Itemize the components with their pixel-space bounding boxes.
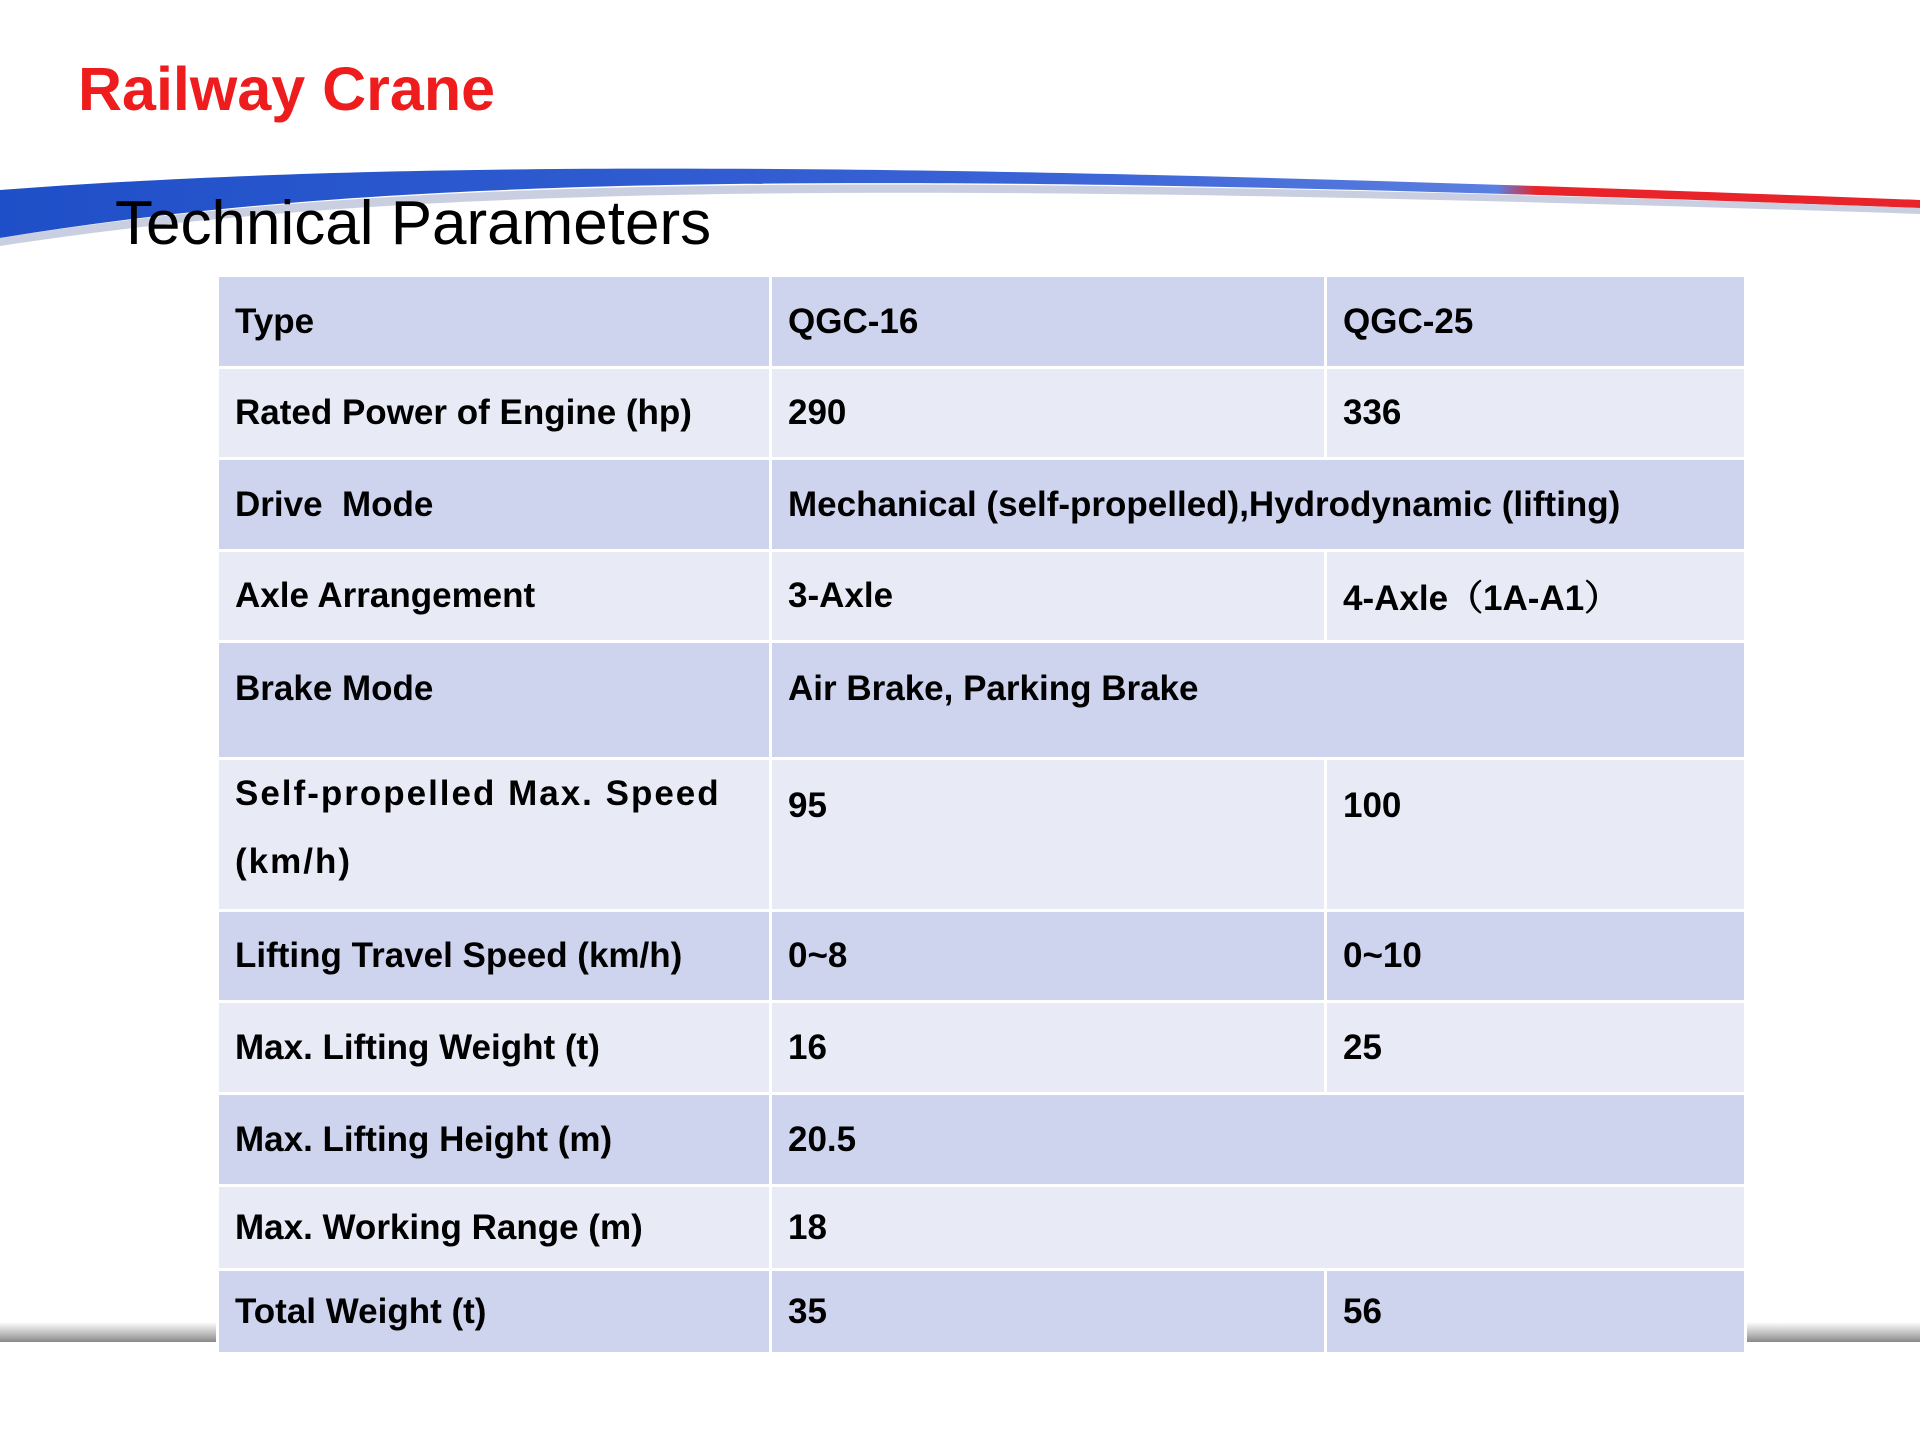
row-label: Total Weight (t) (218, 1270, 771, 1354)
row-shared-value: 18 (771, 1186, 1746, 1270)
row-value-qgc16: 0~8 (771, 911, 1326, 1002)
row-label: Max. Lifting Weight (t) (218, 1002, 771, 1094)
section-title: Technical Parameters (115, 189, 712, 258)
row-label: Self-propelled Max. Speed (km/h) (218, 759, 771, 911)
table-row (218, 1094, 1746, 1186)
row-label: Max. Lifting Height (m) (218, 1094, 771, 1186)
header-model-qgc16: QGC-16 (771, 276, 1326, 368)
row-label: Brake Mode (218, 642, 771, 759)
row-value-qgc25: 25 (1326, 1002, 1746, 1094)
row-label: Axle Arrangement (218, 551, 771, 642)
row-value-qgc16: 35 (771, 1270, 1326, 1354)
table-row (218, 1270, 1746, 1354)
table-row (218, 911, 1746, 1002)
row-label: Max. Working Range (m) (218, 1186, 771, 1270)
row-label: Drive Mode (218, 459, 771, 551)
row-value-qgc25: 0~10 (1326, 911, 1746, 1002)
table-row (218, 459, 1746, 551)
technical-parameters-table (216, 274, 1747, 1355)
row-label: Lifting Travel Speed (km/h) (218, 911, 771, 1002)
row-value-qgc25: 336 (1326, 368, 1746, 459)
row-shared-value: Mechanical (self-propelled),Hydrodynamic (lifting) (771, 459, 1746, 551)
table-row (218, 1002, 1746, 1094)
header-type-label: Type (218, 276, 771, 368)
row-shared-value: Air Brake, Parking Brake (771, 642, 1746, 759)
row-value-qgc25: 4-Axle（1A-A1） (1326, 551, 1746, 642)
header-model-qgc25: QGC-25 (1326, 276, 1746, 368)
table-row (218, 1186, 1746, 1270)
row-value-qgc16: 16 (771, 1002, 1326, 1094)
row-value-qgc16: 290 (771, 368, 1326, 459)
row-label: Rated Power of Engine (hp) (218, 368, 771, 459)
slide-title: Railway Crane (78, 55, 496, 123)
row-shared-value: 20.5 (771, 1094, 1746, 1186)
table-row (218, 642, 1746, 759)
table-header-row (218, 276, 1746, 368)
row-value-qgc25: 100 (1326, 759, 1746, 911)
row-value-qgc16: 95 (771, 759, 1326, 911)
table-row (218, 551, 1746, 642)
row-value-qgc16: 3-Axle (771, 551, 1326, 642)
table-row (218, 759, 1746, 911)
table-row (218, 368, 1746, 459)
row-value-qgc25: 56 (1326, 1270, 1746, 1354)
